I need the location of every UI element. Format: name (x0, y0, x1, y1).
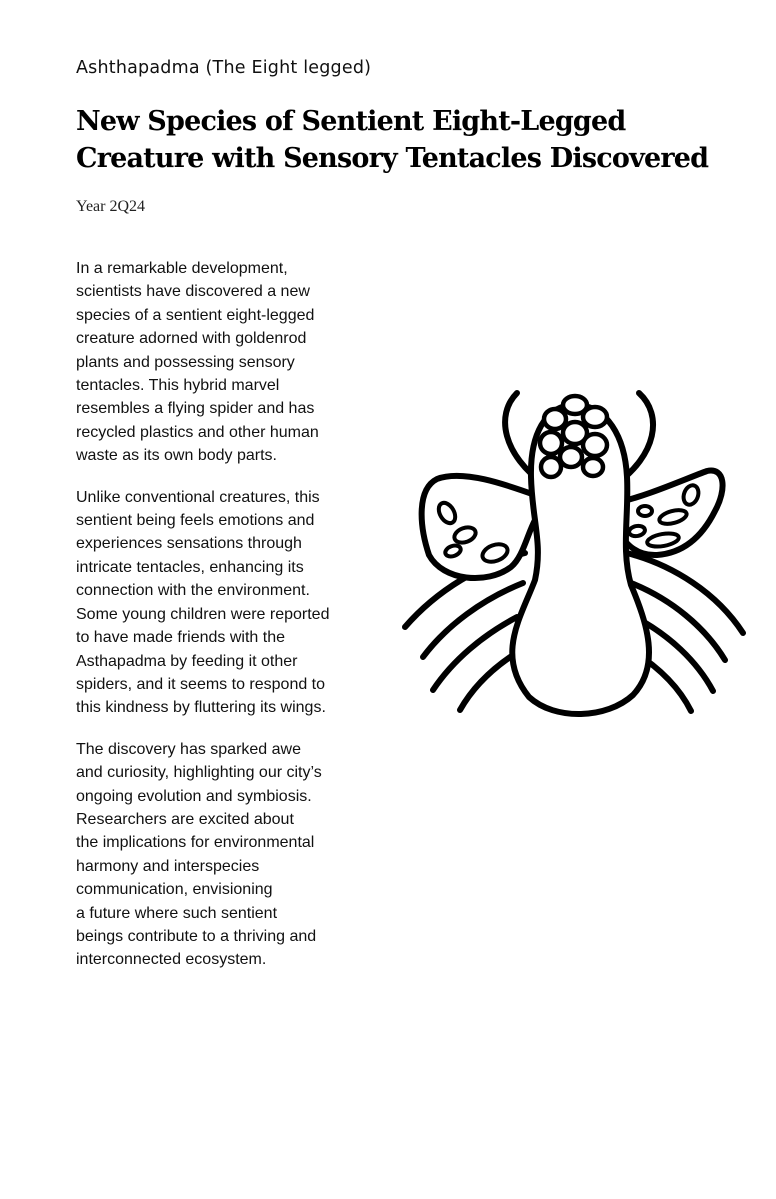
creature-illustration (395, 385, 755, 725)
body-paragraph-2: Unlike conventional creatures, this sentient being feels emotions and experiences sensations through intricate tentacles, enhancing its connection with the environment. Some young children were reported to have made friends with the Asthapadma by feeding it other spiders, and it seems to respond to this kindness by fluttering its wings. (76, 488, 330, 717)
article-body (76, 257, 366, 990)
left-wing (422, 476, 535, 578)
body-paragraph-3: The discovery has sparked awe and curiosity, highlighting our city’s ongoing evolution and symbiosis. Researchers are excited about the implications for environmental harmony and interspecies communication, envisioning a future where such sentient beings contribute to a thriving and interconnected ecosystem. (76, 740, 322, 969)
creature-drawing-svg (395, 385, 755, 725)
body-paragraph-1: In a remarkable development, scientists have discovered a new species of a sentient eight-legged creature adorned with goldenrod plants and possessing sensory tentacles. This hybrid marvel resembles a flying spider and has recycled plastics and other human waste as its own body parts. (76, 260, 319, 465)
article-headline: New Species of Sentient Eight-Legged Creature with Sensory Tentacles Discovered (76, 106, 709, 174)
article-dateline: Year 2Q24 (76, 198, 146, 215)
article-kicker: Ashthapadma (The Eight legged) (76, 58, 372, 78)
